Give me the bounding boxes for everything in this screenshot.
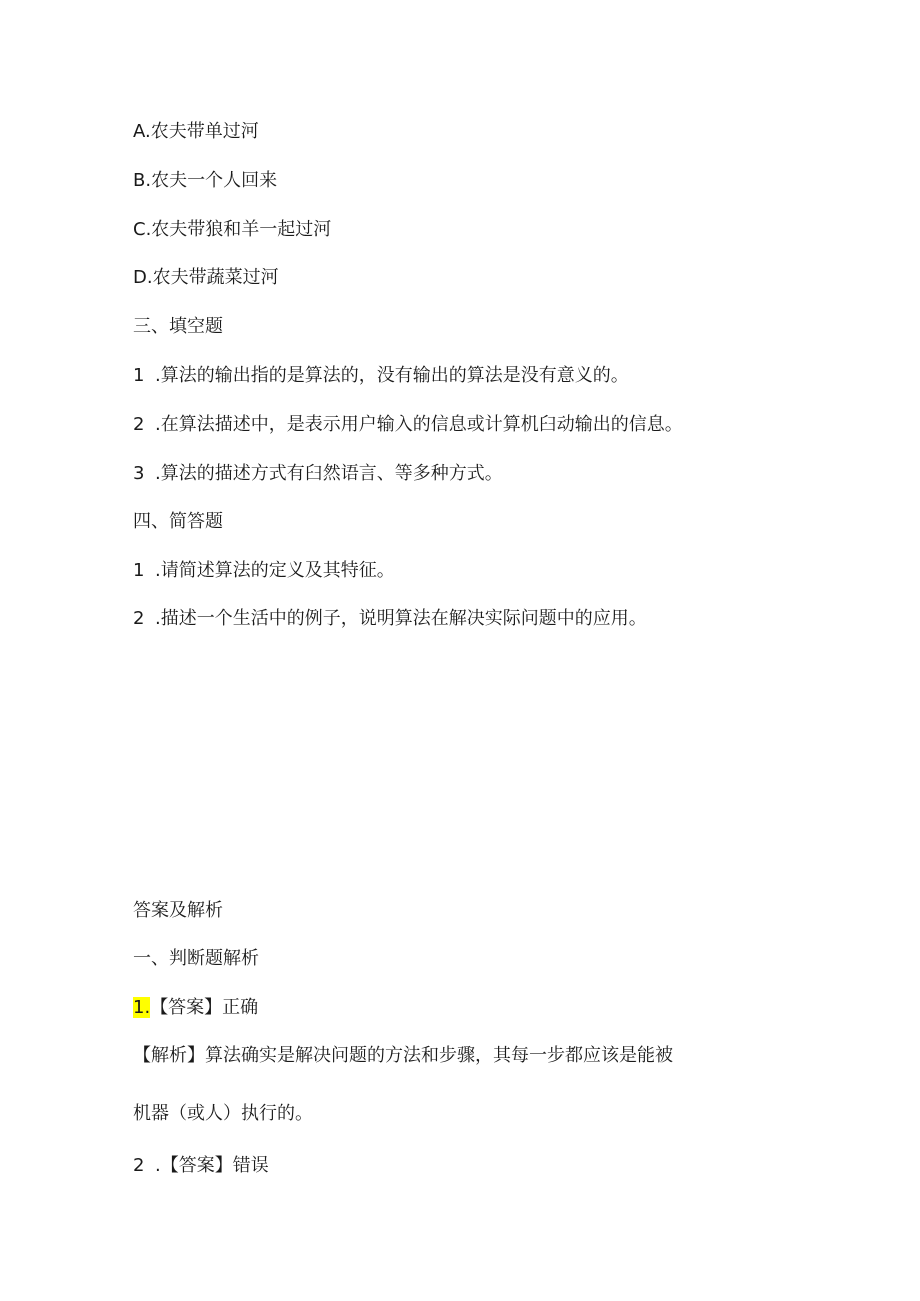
item-number: 2 bbox=[133, 608, 145, 629]
answer-analysis-line-1: 【解析】算法确实是解决问题的方法和步骤，其每一步都应该是能被 bbox=[133, 1045, 673, 1066]
short-answer-item-2 bbox=[133, 607, 647, 631]
item-number: 1 bbox=[133, 560, 145, 581]
item-number: 2 bbox=[133, 1155, 145, 1176]
answer-label: 【答案】正确 bbox=[150, 997, 259, 1018]
item-text: .在算法描述中，是表示用户输入的信息或计算机臼动输出的信息。 bbox=[155, 414, 683, 435]
choice-b: B.农夫一个人回来 bbox=[133, 170, 278, 191]
fill-blank-item-2 bbox=[133, 413, 683, 437]
item-text: .算法的描述方式有臼然语言、等多种方式。 bbox=[155, 463, 503, 484]
choice-d: D.农夫带蔬菜过河 bbox=[133, 267, 279, 288]
item-number: 3 bbox=[133, 463, 145, 484]
choice-c: C.农夫带狼和羊一起过河 bbox=[133, 219, 332, 240]
choice-a: A.农夫带单过河 bbox=[133, 121, 259, 142]
short-answer-item-1 bbox=[133, 559, 395, 583]
item-number: 2 bbox=[133, 414, 145, 435]
answer-item-1 bbox=[133, 996, 258, 1020]
fill-blank-heading: 三、填空题 bbox=[133, 316, 223, 337]
item-text: .算法的输出指的是算法的，没有输出的算法是没有意义的。 bbox=[155, 365, 629, 386]
fill-blank-item-1 bbox=[133, 364, 629, 388]
short-answer-heading: 四、简答题 bbox=[133, 511, 223, 532]
item-text: .请简述算法的定义及其特征。 bbox=[155, 560, 395, 581]
item-number: 1 bbox=[133, 365, 145, 386]
answer-label: .【答案】错误 bbox=[155, 1155, 269, 1176]
highlighted-number: 1. bbox=[133, 997, 151, 1018]
answers-section-heading: 一、判断题解析 bbox=[133, 948, 259, 969]
answer-analysis-line-2: 机器（或人）执行的。 bbox=[133, 1103, 313, 1124]
fill-blank-item-3 bbox=[133, 462, 503, 486]
answers-title: 答案及解析 bbox=[133, 900, 223, 921]
answer-item-2 bbox=[133, 1154, 269, 1178]
item-text: .描述一个生活中的例子，说明算法在解决实际问题中的应用。 bbox=[155, 608, 647, 629]
